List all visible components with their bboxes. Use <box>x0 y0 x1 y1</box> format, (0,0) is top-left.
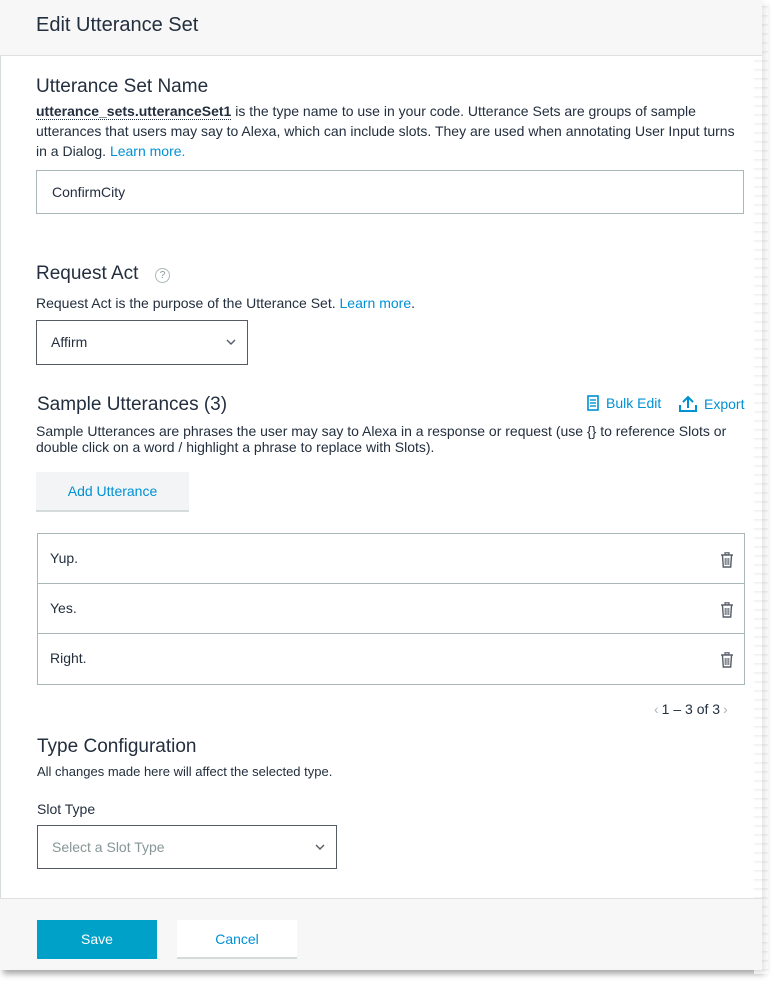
type-configuration-description: All changes made here will affect the selected type. <box>37 764 333 779</box>
utterance-set-name-heading: Utterance Set Name <box>36 76 209 97</box>
bulk-edit-button[interactable] <box>586 395 661 411</box>
add-utterance-button[interactable]: Add Utterance <box>36 472 189 512</box>
panel-header <box>0 0 762 56</box>
bulk-edit-label: Bulk Edit <box>606 395 662 411</box>
chevron-down-icon <box>225 336 237 348</box>
request-act-description <box>36 293 415 313</box>
slot-type-label: Slot Type <box>37 801 96 817</box>
prev-page-icon[interactable]: ‹ <box>654 701 659 717</box>
utterance-set-name-input[interactable] <box>36 170 744 214</box>
pagination <box>654 701 728 717</box>
export-button[interactable] <box>678 395 744 413</box>
trash-icon[interactable] <box>720 652 734 668</box>
utterance-text[interactable]: Yup. <box>50 550 79 566</box>
trash-icon[interactable] <box>720 552 734 568</box>
export-label: Export <box>704 396 745 412</box>
list-item[interactable] <box>38 634 744 684</box>
learn-more-link[interactable]: Learn more. <box>109 143 186 159</box>
pagination-label: 1 – 3 of 3 <box>661 701 721 717</box>
request-act-heading: Request Act <box>36 263 139 284</box>
question-mark-icon[interactable]: ? <box>155 268 170 283</box>
chevron-down-icon <box>314 841 326 853</box>
export-icon <box>678 395 698 413</box>
code-name: utterance_sets.utteranceSet1 <box>36 103 232 119</box>
utterance-text[interactable]: Yes. <box>50 600 77 616</box>
page-title: Edit Utterance Set <box>36 14 199 36</box>
save-button[interactable]: Save <box>37 920 157 959</box>
list-item[interactable] <box>38 534 744 584</box>
request-act-select[interactable] <box>36 320 248 365</box>
type-configuration-heading: Type Configuration <box>37 736 197 757</box>
next-page-icon[interactable]: › <box>723 701 728 717</box>
slot-type-select[interactable] <box>37 825 337 869</box>
utterance-text[interactable]: Right. <box>50 650 87 666</box>
utterance-list <box>37 533 745 685</box>
utterance-set-name-description <box>36 101 746 161</box>
cancel-button[interactable]: Cancel <box>177 920 297 959</box>
request-act-selected: Affirm <box>51 334 88 350</box>
sample-utterances-description: Sample Utterances are phrases the user may say to Alexa in a response or request (use {} to reference Slots or double click on a word / highlight a phrase to replace with Slots). <box>36 423 727 455</box>
name-description-text: is the type name to use in your code. Utterance Sets are groups of sample utterances that users may say to Alexa, which can include slots. They are used when annotating User Input turns in a Dialog. <box>36 103 735 159</box>
bulk-edit-icon <box>586 395 600 411</box>
request-act-period: . <box>411 295 415 311</box>
slot-type-placeholder: Select a Slot Type <box>52 839 165 855</box>
list-item[interactable] <box>38 584 744 634</box>
request-act-description-text: Request Act is the purpose of the Utterance Set. <box>36 295 340 311</box>
request-act-learn-more-link[interactable]: Learn more <box>339 295 412 311</box>
trash-icon[interactable] <box>720 602 734 618</box>
sample-utterances-heading: Sample Utterances (3) <box>37 394 228 415</box>
torn-edge <box>754 0 768 974</box>
